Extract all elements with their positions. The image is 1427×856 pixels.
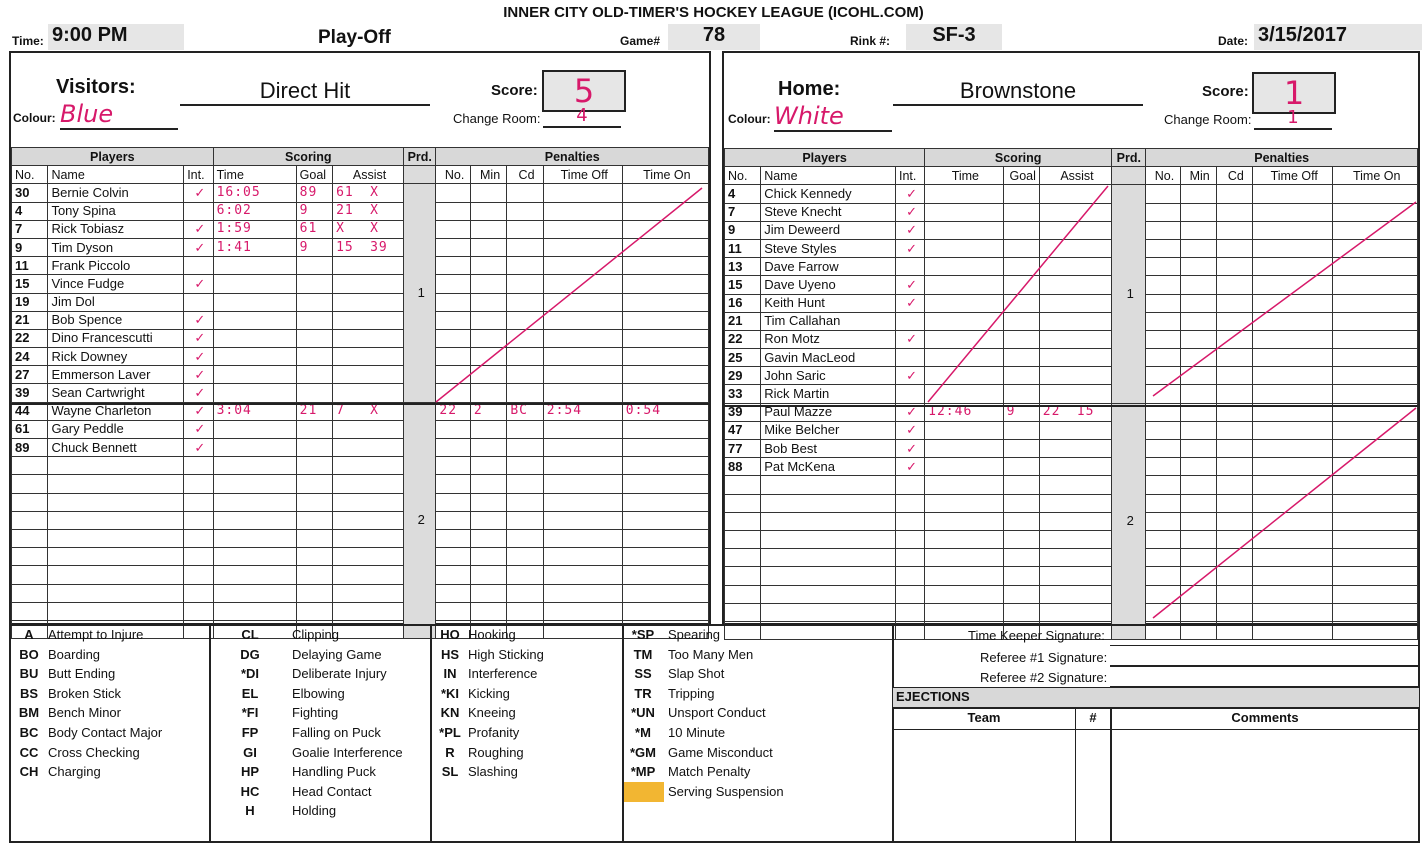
col-time-off: Time Off xyxy=(543,166,622,184)
player-number[interactable]: 89 xyxy=(12,439,48,457)
visitors-score: 5 xyxy=(542,70,626,112)
col-assist: Assist xyxy=(333,166,404,184)
home-colour: White xyxy=(774,102,892,132)
penalty-description: Cross Checking xyxy=(48,744,140,760)
penalty-description: Head Contact xyxy=(292,783,372,799)
scoring-assist-1: 15 xyxy=(336,239,354,255)
penalty-description: Slashing xyxy=(468,764,518,780)
player-number[interactable]: 39 xyxy=(725,403,761,421)
player-name[interactable]: Paul Mazze xyxy=(761,403,896,421)
player-name[interactable]: Bernie Colvin xyxy=(48,184,184,202)
player-name[interactable]: Emmerson Laver xyxy=(48,366,184,384)
penalty-description: Bench Minor xyxy=(48,705,121,721)
penalty-description: Roughing xyxy=(468,744,524,760)
penalty-code: TM xyxy=(633,646,653,662)
col-cd: Cd xyxy=(1216,167,1252,185)
penalty-code: DG xyxy=(240,646,260,662)
period-2-label: 2 xyxy=(1112,403,1146,639)
penalty-description: Hooking xyxy=(468,627,516,642)
scoring-time[interactable]: 12:46 xyxy=(925,403,1003,421)
rink-value: SF-3 xyxy=(906,24,1002,50)
penalty-description: Spearing xyxy=(668,627,721,642)
check-mark-icon[interactable]: ✓ xyxy=(895,440,924,458)
penalty-code: HO xyxy=(440,627,460,642)
penalty-description: Broken Stick xyxy=(48,685,121,701)
scoring-goal[interactable]: 9 xyxy=(296,202,332,220)
player-number[interactable]: 21 xyxy=(12,311,48,329)
col-name: Name xyxy=(48,166,184,184)
col-name: Name xyxy=(761,167,896,185)
scoring-goal[interactable]: 21 xyxy=(296,402,332,420)
scoring-goal[interactable]: 61 xyxy=(296,220,332,238)
col-time-on: Time On xyxy=(622,166,708,184)
check-mark-icon[interactable]: ✓ xyxy=(184,402,213,420)
check-mark-icon[interactable]: ✓ xyxy=(895,221,924,239)
penalty-number[interactable]: 22 xyxy=(436,402,470,420)
scoring-time[interactable]: 1:59 xyxy=(213,220,296,238)
penalty-description: Attempt to Injure xyxy=(48,627,144,642)
date-label: Date: xyxy=(1218,34,1249,48)
check-mark-icon[interactable]: ✓ xyxy=(184,184,213,202)
scoring-assist-1: 21 xyxy=(336,203,354,219)
check-mark-icon[interactable]: ✓ xyxy=(184,275,213,293)
home-change-room-label: Change Room: xyxy=(1164,112,1252,127)
penalty-time-on[interactable]: 0:54 xyxy=(622,402,708,420)
penalty-code: *MP xyxy=(630,764,656,780)
legend-divider xyxy=(622,625,624,842)
col-pen-no: No. xyxy=(436,166,470,184)
home-p1-scoring-strike xyxy=(928,186,1108,402)
home-score-label: Score: xyxy=(1202,83,1249,100)
player-name[interactable]: Rick Tobiasz xyxy=(48,220,184,238)
player-name[interactable]: Ron Motz xyxy=(761,330,896,348)
check-mark-icon[interactable]: ✓ xyxy=(895,458,924,476)
player-number[interactable]: 16 xyxy=(725,294,761,312)
penalty-description: Profanity xyxy=(468,725,520,740)
col-time-on: Time On xyxy=(1333,167,1418,185)
home-p1-penalty-strike xyxy=(1153,202,1416,396)
player-name[interactable]: Keith Hunt xyxy=(761,294,896,312)
player-name[interactable]: Gavin MacLeod xyxy=(761,349,896,367)
check-mark-icon[interactable]: ✓ xyxy=(895,403,924,421)
player-number[interactable]: 24 xyxy=(12,348,48,366)
scoring-assist-2: X xyxy=(370,221,379,237)
game-label: Game# xyxy=(620,34,661,48)
penalty-description: Falling on Puck xyxy=(292,725,381,740)
referee1-signature-label: Referee #1 Signature: xyxy=(980,650,1108,665)
player-number[interactable]: 7 xyxy=(12,220,48,238)
player-number[interactable]: 9 xyxy=(12,238,48,256)
player-name[interactable]: Jim Deweerd xyxy=(761,221,896,239)
penalty-description: Interference xyxy=(468,666,538,682)
player-name[interactable]: Steve Knecht xyxy=(761,203,896,221)
penalty-minutes[interactable]: 2 xyxy=(470,402,506,420)
player-number[interactable]: 47 xyxy=(725,421,761,439)
scoring-assist-2: 15 xyxy=(1076,404,1095,420)
prd-header: Prd. xyxy=(404,148,436,166)
ejections-title: EJECTIONS xyxy=(896,689,970,704)
visitors-colour-label: Colour: xyxy=(13,111,56,125)
player-number[interactable]: 9 xyxy=(725,221,761,239)
penalty-description: Too Many Men xyxy=(668,646,754,662)
player-number[interactable]: 11 xyxy=(12,257,48,275)
player-number[interactable]: 88 xyxy=(725,458,761,476)
prd-header: Prd. xyxy=(1112,149,1146,167)
player-number[interactable]: 39 xyxy=(12,384,48,402)
penalty-description: Game Misconduct xyxy=(668,744,773,760)
scoring-assist-1: X xyxy=(336,221,345,237)
players-header: Players xyxy=(12,148,214,166)
home-change-room: 1 xyxy=(1254,108,1332,130)
penalty-code[interactable]: BC xyxy=(507,402,543,420)
penalty-description: Kneeing xyxy=(468,705,516,721)
home-team-name: Brownstone xyxy=(893,78,1143,106)
player-name[interactable]: Gary Peddle xyxy=(48,420,184,438)
penalty-code: IN xyxy=(443,666,457,682)
visitors-change-room: 4 xyxy=(543,106,621,128)
ejections-header-bar xyxy=(893,687,1419,707)
penalties-header: Penalties xyxy=(436,148,709,166)
col-min: Min xyxy=(1180,167,1216,185)
player-name[interactable]: Frank Piccolo xyxy=(48,257,184,275)
scoring-header: Scoring xyxy=(925,149,1112,167)
penalty-code: *SP xyxy=(631,627,655,642)
player-name[interactable]: Chick Kennedy xyxy=(761,185,896,203)
penalty-code: CL xyxy=(241,627,259,642)
penalty-description: Charging xyxy=(48,764,101,780)
check-mark-icon[interactable]: ✓ xyxy=(184,220,213,238)
legend-divider xyxy=(892,625,894,842)
time-value: 9:00 PM xyxy=(48,24,184,50)
scoring-assist-2: 39 xyxy=(370,239,388,255)
player-number[interactable]: 30 xyxy=(12,184,48,202)
visitors-team-name: Direct Hit xyxy=(180,78,430,106)
player-number[interactable]: 33 xyxy=(725,385,761,403)
home-score: 1 xyxy=(1252,72,1336,114)
scoring-time[interactable]: 16:05 xyxy=(213,184,296,202)
penalty-description: 10 Minute xyxy=(668,725,726,740)
scoring-assist-1: 61 xyxy=(336,184,354,200)
player-name[interactable]: Bob Spence xyxy=(48,311,184,329)
col-cd: Cd xyxy=(507,166,543,184)
player-number[interactable]: 22 xyxy=(725,330,761,348)
penalty-time-off[interactable]: 2:54 xyxy=(543,402,622,420)
player-number[interactable]: 7 xyxy=(725,203,761,221)
penalty-code: TR xyxy=(634,685,652,701)
col-goal: Goal xyxy=(1003,167,1039,185)
check-mark-icon[interactable]: ✓ xyxy=(184,238,213,256)
penalty-code: BU xyxy=(19,666,39,682)
check-mark-icon[interactable]: ✓ xyxy=(184,348,213,366)
player-name[interactable]: Sean Cartwright xyxy=(48,384,184,402)
player-name[interactable]: Bob Best xyxy=(761,440,896,458)
period-1-label: 1 xyxy=(1112,185,1146,403)
penalty-code: *M xyxy=(635,725,651,740)
check-mark-icon[interactable]: ✓ xyxy=(895,203,924,221)
penalty-code: SL xyxy=(441,764,459,780)
penalty-description: Deliberate Injury xyxy=(292,666,387,682)
visitors-colour: Blue xyxy=(60,100,178,130)
col-no: No. xyxy=(725,167,761,185)
timekeeper-signature-line[interactable] xyxy=(1110,645,1418,646)
player-name[interactable]: John Saric xyxy=(761,367,896,385)
player-number[interactable]: 19 xyxy=(12,293,48,311)
scoring-time[interactable]: 3:04 xyxy=(213,402,296,420)
col-int: Int. xyxy=(895,167,924,185)
penalty-code: BS xyxy=(19,685,39,701)
penalty-code: *DI xyxy=(240,666,260,682)
check-mark-icon[interactable]: ✓ xyxy=(184,439,213,457)
penalty-description: Body Contact Major xyxy=(48,725,163,740)
penalty-code: *FI xyxy=(241,705,259,721)
player-number[interactable]: 4 xyxy=(12,202,48,220)
scoring-time[interactable]: 1:41 xyxy=(213,238,296,256)
penalty-code: R xyxy=(445,744,455,760)
penalty-description: High Sticking xyxy=(468,646,544,662)
check-mark-icon[interactable]: ✓ xyxy=(895,185,924,203)
time-label: Time: xyxy=(12,34,44,48)
check-mark-icon[interactable]: ✓ xyxy=(184,329,213,347)
check-mark-icon[interactable]: ✓ xyxy=(184,420,213,438)
penalty-description: Elbowing xyxy=(292,685,345,701)
penalty-description: Serving Suspension xyxy=(668,783,784,799)
home-label: Home: xyxy=(778,78,841,100)
timekeeper-signature-label: Time Keeper Signature: xyxy=(968,628,1105,643)
players-header: Players xyxy=(725,149,925,167)
scoring-goal[interactable]: 89 xyxy=(296,184,332,202)
penalty-code: CH xyxy=(19,764,39,780)
player-name[interactable]: Jim Dol xyxy=(48,293,184,311)
col-time: Time xyxy=(925,167,1003,185)
penalty-description: Holding xyxy=(292,803,337,819)
col-min: Min xyxy=(470,166,506,184)
col-no: No. xyxy=(12,166,48,184)
col-goal: Goal xyxy=(296,166,332,184)
check-mark-icon[interactable]: ✓ xyxy=(895,367,924,385)
col-time: Time xyxy=(213,166,296,184)
check-mark-icon[interactable]: ✓ xyxy=(895,330,924,348)
home-p2-penalty-strike xyxy=(1153,408,1416,618)
visitors-score-label: Score: xyxy=(491,82,538,99)
check-mark-icon[interactable]: ✓ xyxy=(895,421,924,439)
visitors-p1-penalty-strike xyxy=(436,188,702,402)
ejections-number-header: # xyxy=(1089,710,1097,725)
scoring-goal[interactable]: 9 xyxy=(296,238,332,256)
player-name[interactable]: Rick Downey xyxy=(48,348,184,366)
scoring-header: Scoring xyxy=(213,148,403,166)
referee2-signature-label: Referee #2 Signature: xyxy=(980,670,1108,685)
home-colour-label: Colour: xyxy=(728,112,771,126)
penalty-code: EL xyxy=(241,685,259,701)
visitors-label: Visitors: xyxy=(56,76,136,98)
penalty-description: Goalie Interference xyxy=(292,744,403,760)
player-number[interactable]: 22 xyxy=(12,329,48,347)
penalty-description: Unsport Conduct xyxy=(668,705,766,721)
player-name[interactable]: Wayne Charleton xyxy=(48,402,184,420)
check-mark-icon[interactable]: ✓ xyxy=(895,276,924,294)
referee1-signature-line[interactable] xyxy=(1110,665,1418,667)
col-time-off: Time Off xyxy=(1252,167,1332,185)
game-number: 78 xyxy=(668,24,760,50)
penalty-description: Handling Puck xyxy=(292,764,376,780)
scoring-goal[interactable]: 9 xyxy=(1003,403,1039,421)
check-mark-icon[interactable]: ✓ xyxy=(895,294,924,312)
scoring-assist-1: 22 xyxy=(1042,404,1061,420)
ejections-divider xyxy=(1110,707,1112,842)
scoring-assist-1: 7 xyxy=(336,403,345,419)
player-number[interactable]: 44 xyxy=(12,402,48,420)
penalty-code: FP xyxy=(241,725,259,740)
scoring-assist-2: X xyxy=(370,403,379,419)
penalty-code: *GM xyxy=(630,744,656,760)
col-assist: Assist xyxy=(1039,167,1111,185)
player-number[interactable]: 13 xyxy=(725,258,761,276)
penalty-code: BM xyxy=(18,705,40,721)
penalty-code: *PL xyxy=(439,725,461,740)
penalty-description: Kicking xyxy=(468,685,510,701)
player-number[interactable]: 61 xyxy=(12,420,48,438)
player-name[interactable]: Mike Belcher xyxy=(761,421,896,439)
legend-divider xyxy=(209,625,211,842)
visitors-change-room-label: Change Room: xyxy=(453,111,541,126)
penalty-description: Delaying Game xyxy=(292,646,382,662)
player-number[interactable]: 25 xyxy=(725,349,761,367)
rink-label: Rink #: xyxy=(850,34,891,48)
player-name[interactable]: Steve Styles xyxy=(761,239,896,257)
penalty-code: CC xyxy=(19,744,39,760)
period-2-label: 2 xyxy=(404,402,436,638)
penalty-code: A xyxy=(24,627,34,642)
penalty-code: H xyxy=(245,803,255,819)
league-title: INNER CITY OLD-TIMER'S HOCKEY LEAGUE (ICOHL.COM) xyxy=(503,4,924,21)
period-1-label: 1 xyxy=(404,184,436,402)
penalty-description: Boarding xyxy=(48,646,101,662)
penalty-code: HS xyxy=(440,646,460,662)
player-number[interactable]: 21 xyxy=(725,312,761,330)
penalties-header: Penalties xyxy=(1146,149,1418,167)
scoring-assist-2: X xyxy=(370,203,379,219)
player-name[interactable]: Rick Martin xyxy=(761,385,896,403)
penalty-code: BO xyxy=(19,646,39,662)
player-name[interactable]: Dave Uyeno xyxy=(761,276,896,294)
player-number[interactable]: 27 xyxy=(12,366,48,384)
penalty-description: Slap Shot xyxy=(668,666,725,682)
penalty-description: Fighting xyxy=(292,705,339,721)
player-name[interactable]: Chuck Bennett xyxy=(48,439,184,457)
game-type: Play-Off xyxy=(318,27,391,48)
player-name[interactable]: Tim Callahan xyxy=(761,312,896,330)
date-value: 3/15/2017 xyxy=(1254,24,1422,50)
ejections-comments-header: Comments xyxy=(1231,710,1299,725)
player-name[interactable]: Dino Francescutti xyxy=(48,329,184,347)
player-number[interactable]: 15 xyxy=(12,275,48,293)
penalty-code: *KI xyxy=(440,685,460,701)
player-number[interactable]: 4 xyxy=(725,185,761,203)
legend-divider xyxy=(430,625,432,842)
penalty-description: Clipping xyxy=(292,627,339,642)
player-number[interactable]: 11 xyxy=(725,239,761,257)
penalty-code: BC xyxy=(19,725,39,740)
col-pen-no: No. xyxy=(1146,167,1180,185)
player-name[interactable]: Dave Farrow xyxy=(761,258,896,276)
suspension-color-swatch xyxy=(624,782,664,802)
check-mark-icon[interactable]: ✓ xyxy=(184,311,213,329)
penalty-code: HC xyxy=(240,783,260,799)
penalty-description: Match Penalty xyxy=(668,764,751,780)
ejections-divider xyxy=(1075,707,1076,842)
player-name[interactable]: Pat McKena xyxy=(761,458,896,476)
scoring-assist-2: X xyxy=(370,184,379,200)
penalty-code: HP xyxy=(240,764,260,780)
check-mark-icon[interactable]: ✓ xyxy=(184,384,213,402)
player-number[interactable]: 29 xyxy=(725,367,761,385)
col-int: Int. xyxy=(184,166,213,184)
penalty-code: *UN xyxy=(631,705,655,721)
player-name[interactable]: Tim Dyson xyxy=(48,238,184,256)
penalty-code: KN xyxy=(440,705,460,721)
penalty-description: Tripping xyxy=(668,685,715,701)
check-mark-icon[interactable]: ✓ xyxy=(184,366,213,384)
penalty-code: GI xyxy=(243,744,257,760)
player-name[interactable]: Tony Spina xyxy=(48,202,184,220)
player-name[interactable]: Vince Fudge xyxy=(48,275,184,293)
player-number[interactable]: 77 xyxy=(725,440,761,458)
check-mark-icon[interactable]: ✓ xyxy=(895,239,924,257)
penalty-code: SS xyxy=(634,666,652,682)
player-number[interactable]: 15 xyxy=(725,276,761,294)
penalty-description: Butt Ending xyxy=(48,666,116,682)
scoring-time[interactable]: 6:02 xyxy=(213,202,296,220)
ejections-team-header: Team xyxy=(967,710,1001,725)
